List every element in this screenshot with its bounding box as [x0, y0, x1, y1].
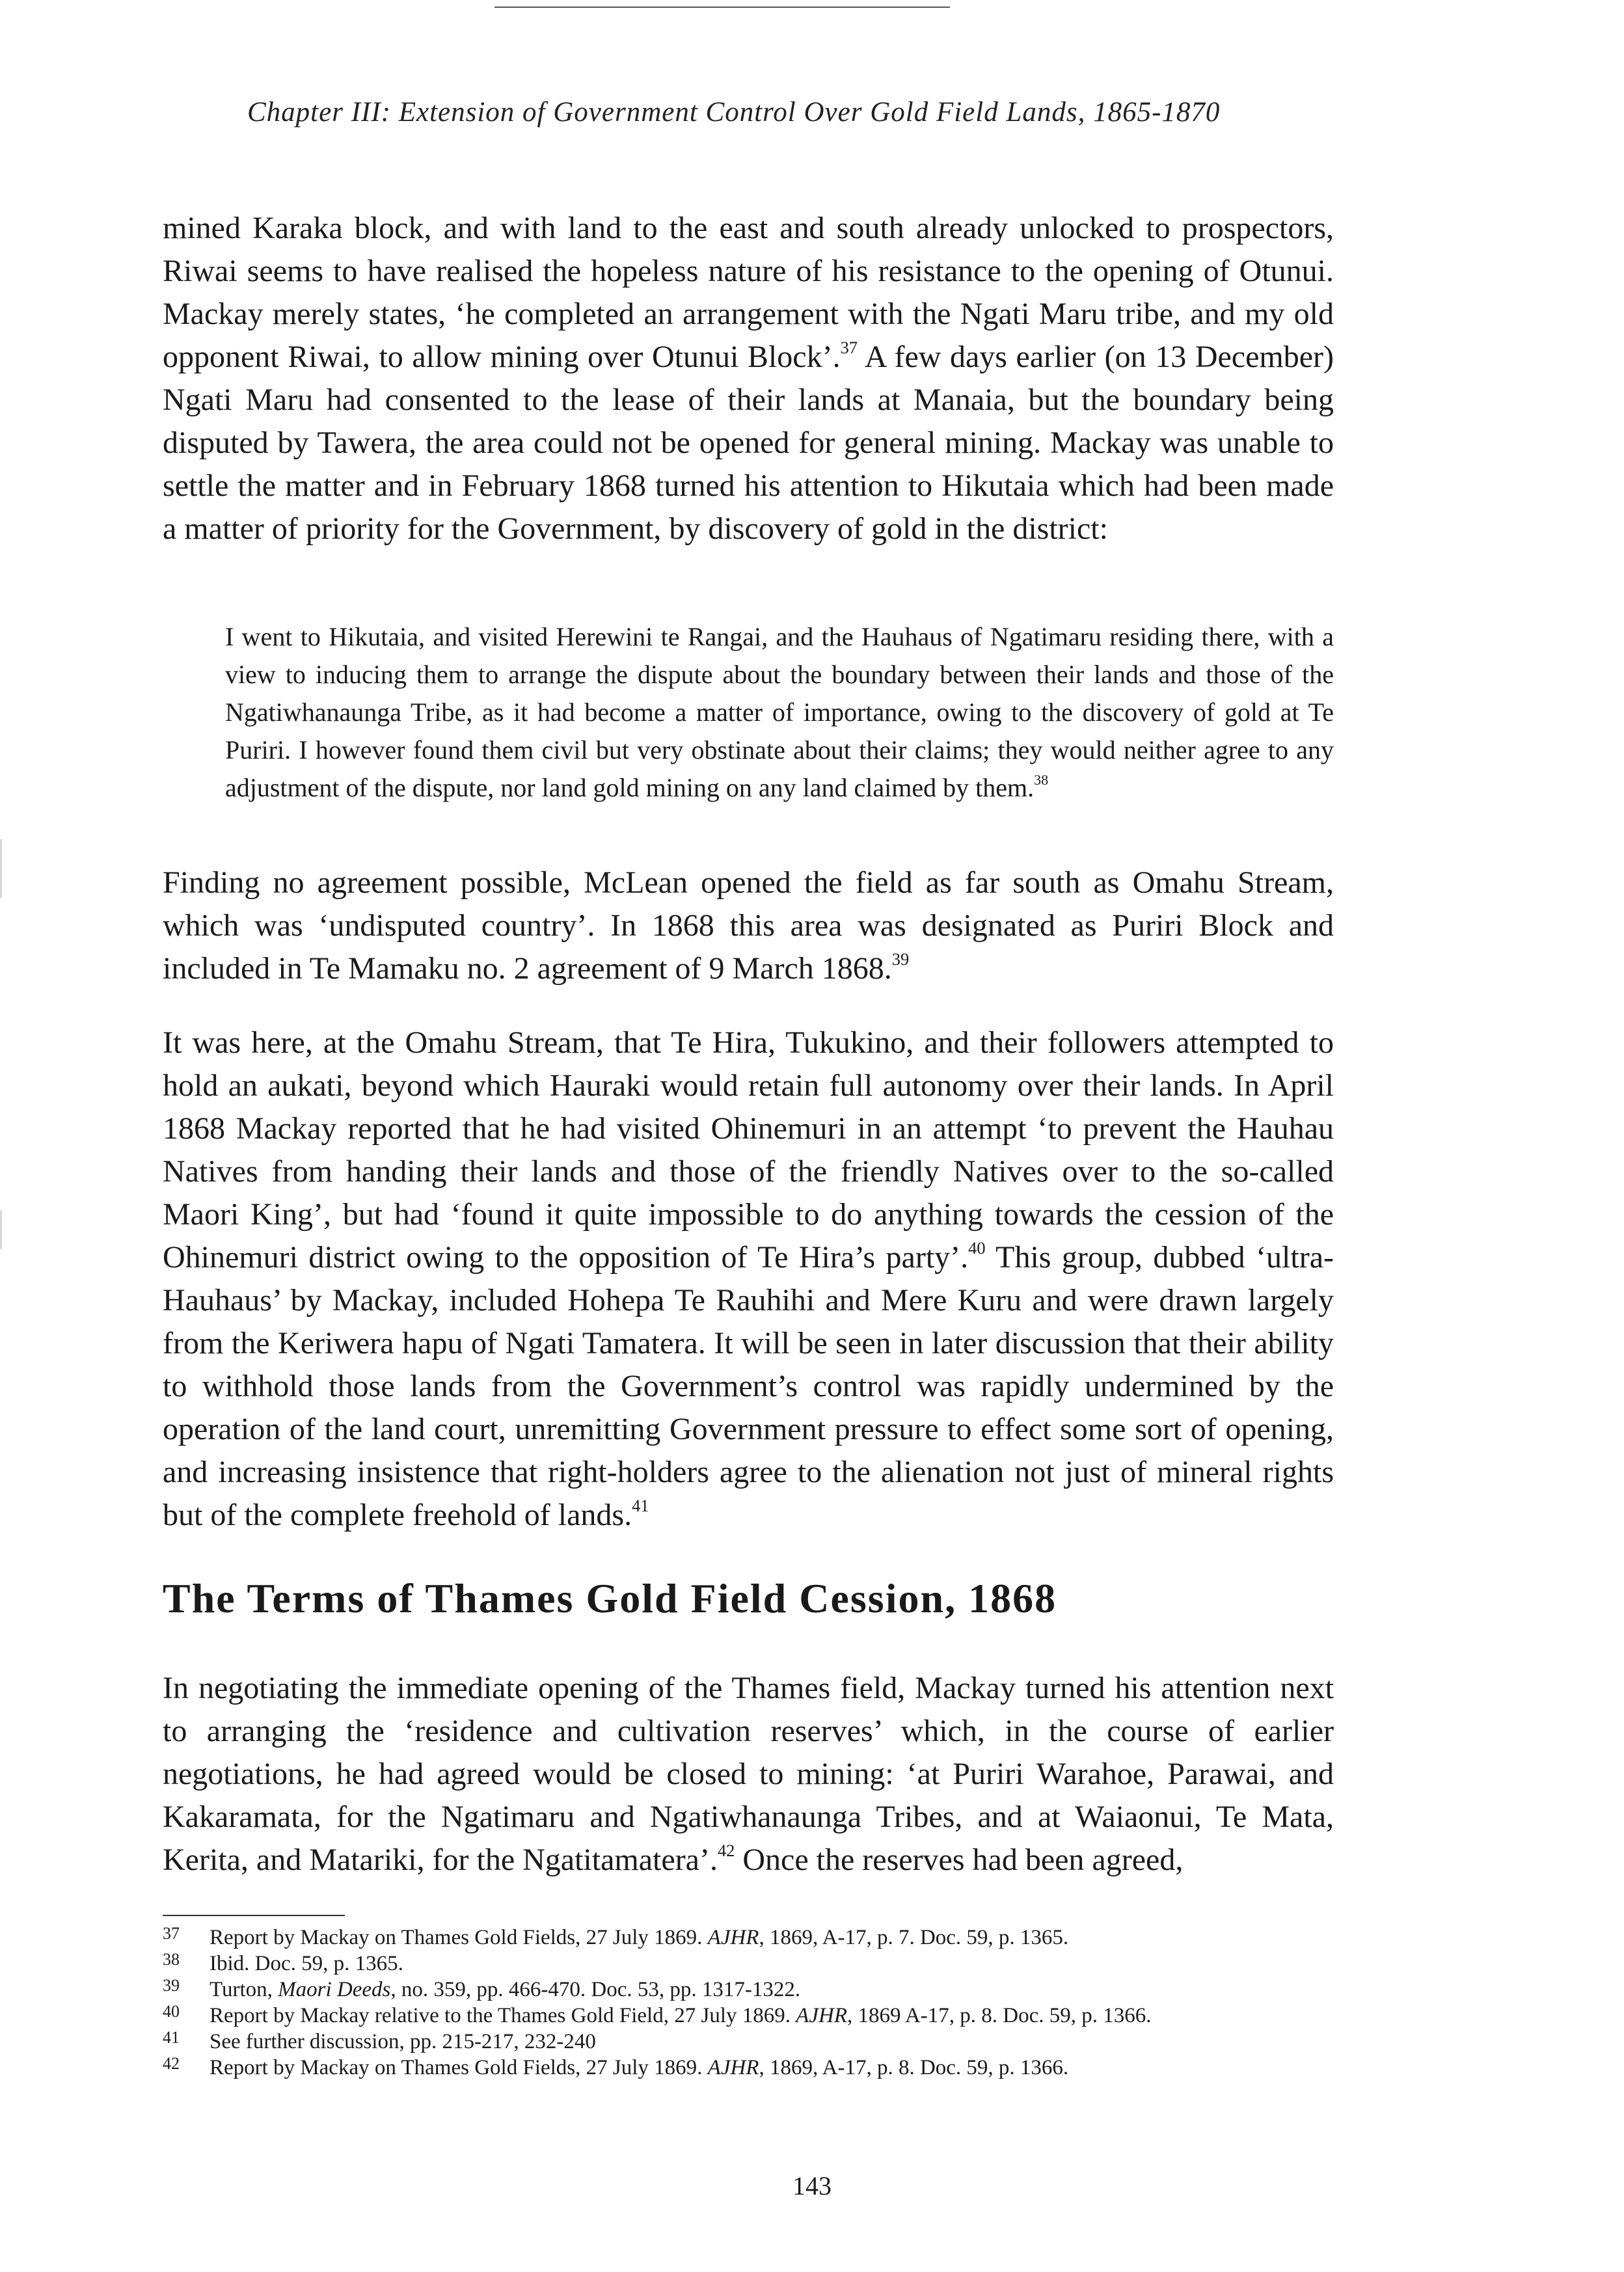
paragraph-1	[163, 207, 1334, 550]
footnote-ref: 39	[891, 949, 910, 969]
footnote-number: 42	[163, 2054, 180, 2073]
paragraph-text: mined Karaka block, and with land to the east and south already unlocked to prospectors, Riwai seems to have realised the hopeless nature of his resistance to the opening of Otunui. Mackay merely states, ‘he completed an arrangement with the Ngati Maru tribe, and my old opponent Riwai, to allow mining over Otunui Block’.	[163, 211, 1334, 374]
footnote-item	[163, 1925, 1334, 1951]
footnote-number: 38	[163, 1950, 180, 1969]
footnote-item	[163, 2029, 1334, 2055]
footnote-text: Report by Mackay on Thames Gold Fields, 27 July 1869. AJHR, 1869, A-17, p. 7. Doc. 59, p. 1365.	[210, 1926, 1069, 1949]
quote-text: I went to Hikutaia, and visited Herewini te Rangai, and the Hauhaus of Ngatimaru residing there, with a view to inducing them to arrange the dispute about the boundary between their lands and those of the Ngatiwhanaunga Tribe, as it had become a matter of importance, owing to the discovery of gold at Te Puriri. I however found them civil but very obstinate about their claims; they would neither agree to any adjustment of the dispute, nor land gold mining on any land claimed by them.	[225, 622, 1334, 802]
footnotes	[163, 1925, 1334, 2081]
footnote-ref: 40	[968, 1238, 986, 1258]
paragraph-3	[163, 1021, 1334, 1537]
paragraph-text: It was here, at the Omahu Stream, that Te Hira, Tukukino, and their followers attempted to hold an aukati, beyond which Hauraki would retain full autonomy over their lands. In April 1868 Mackay reported that he had visited Ohinemuri in an attempt ‘to prevent the Hauhau Natives from handing their lands and those of the friendly Natives over to the so-called Maori King’, but had ‘found it quite impossible to do anything towards the cession of the Ohinemuri district owing to the opposition of Te Hira’s party’.	[163, 1025, 1334, 1275]
footnote-ref: 38	[1034, 772, 1049, 789]
paragraph-2	[163, 861, 1334, 990]
page-number: 143	[792, 2171, 832, 2200]
paragraph-text: A few days earlier (on 13 December) Ngati Maru had consented to the lease of their lands at Manaia, but the boundary being disputed by Tawera, the area could not be opened for general mining. Mackay was unable to settle the matter and in February 1868 turned his attention to Hikutaia which had been made a matter of priority for the Government, by discovery of gold in the district:	[163, 340, 1334, 546]
footnote-item	[163, 1977, 1334, 2003]
footnote-number: 39	[163, 1976, 180, 1995]
paragraph-text: Once the reserves had been agreed,	[735, 1843, 1184, 1877]
footnote-ref: 37	[840, 338, 858, 358]
footnote-text: Ibid. Doc. 59, p. 1365.	[210, 1952, 403, 1975]
footnote-number: 41	[163, 2028, 180, 2047]
margin-scan-mark	[0, 839, 2, 898]
paragraph-text: This group, dubbed ‘ultra-Hauhaus’ by Mackay, included Hohepa Te Rauhihi and Mere Kuru and were drawn largely from the Keriwera hapu of Ngati Tamatera. It will be seen in later discussion that their ability to withhold those lands from the Government’s control was rapidly undermined by the operation of the land court, unremitting Government pressure to effect some sort of opening, and increasing insistence that right-holders agree to the alienation not just of mineral rights but of the complete freehold of lands.	[163, 1240, 1334, 1532]
footnote-number: 40	[163, 2002, 180, 2021]
footnote-item	[163, 2003, 1334, 2029]
block-quote	[225, 618, 1334, 807]
footnote-item	[163, 2055, 1334, 2081]
footnote-ref: 41	[632, 1496, 649, 1516]
margin-scan-mark	[0, 1210, 2, 1249]
footnote-text: See further discussion, pp. 215-217, 232-240	[210, 2030, 596, 2053]
footnote-item	[163, 1951, 1334, 1977]
footnote-number: 37	[163, 1924, 180, 1943]
section-heading: The Terms of Thames Gold Field Cession, 1868	[163, 1575, 1057, 1621]
paragraph-text: Finding no agreement possible, McLean opened the field as far south as Omahu Stream, which was ‘undisputed country’. In 1868 this area was designated as Puriri Block and included in Te Mamaku no. 2 agreement of 9 March 1868.	[163, 865, 1334, 986]
running-head-chapter-number: III	[351, 97, 381, 128]
footnote-text: Report by Mackay relative to the Thames Gold Field, 27 July 1869. AJHR, 1869 A-17, p. 8. Doc. 59, p. 1366.	[210, 2004, 1152, 2027]
footnote-text: Report by Mackay on Thames Gold Fields, 27 July 1869. AJHR, 1869, A-17, p. 8. Doc. 59, p. 1366.	[210, 2056, 1069, 2079]
footnote-ref: 42	[717, 1841, 735, 1861]
paragraph-4	[163, 1667, 1334, 1882]
running-head-title: : Extension of Government Control Over Gold Field Lands, 1865-1870	[381, 97, 1221, 128]
footnote-separator	[163, 1915, 345, 1916]
running-head	[247, 96, 1288, 128]
paragraph-text: In negotiating the immediate opening of the Thames field, Mackay turned his attention next to arranging the ‘residence and cultivation reserves’ which, in the course of earlier negotiations, he had agreed would be closed to mining: ‘at Puriri Warahoe, Parawai, and Kakaramata, for the Ngatimaru and Ngatiwhanaunga Tribes, and at Waiaonui, Te Mata, Kerita, and Matariki, for the Ngatitamatera’.	[163, 1671, 1334, 1877]
top-scan-rule	[494, 7, 950, 8]
footnote-text: Turton, Maori Deeds, no. 359, pp. 466-470. Doc. 53, pp. 1317-1322.	[210, 1978, 801, 2001]
running-head-chapter-label: Chapter	[247, 97, 344, 128]
